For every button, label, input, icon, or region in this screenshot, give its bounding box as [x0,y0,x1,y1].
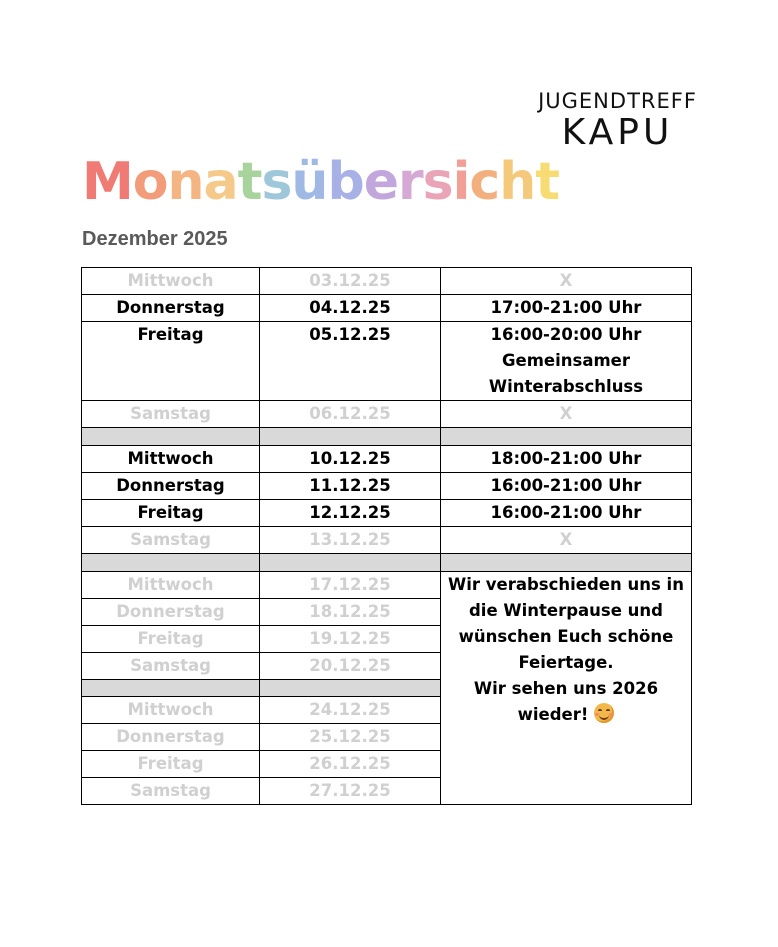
time-cell: X [441,401,692,428]
day-cell: Freitag [82,751,260,778]
time-cell: 16:00-21:00 Uhr [441,473,692,500]
title-letter: s [422,152,453,212]
note-line: Wir verabschieden uns in [448,575,684,594]
day-cell: Donnerstag [82,724,260,751]
event-line: Gemeinsamer [502,351,630,370]
date-cell: 13.12.25 [260,527,441,554]
date-cell: 12.12.25 [260,500,441,527]
smiling-face-icon [594,703,614,723]
logo-jugendtreff-kapu [515,88,720,152]
time-cell [441,322,692,401]
note-line: die Winterpause und [469,601,663,620]
day-cell: Donnerstag [82,599,260,626]
week-separator [82,428,692,446]
time-cell: 16:00-21:00 Uhr [441,500,692,527]
title-letter: t [535,152,560,212]
title-letter: c [469,152,500,212]
table-row [82,527,692,554]
time-line: 16:00-20:00 Uhr [490,325,642,344]
day-cell: Mittwoch [82,572,260,599]
title-letter: e [363,152,398,212]
title-letter: ü [291,152,328,212]
day-cell: Mittwoch [82,268,260,295]
date-cell: 05.12.25 [260,322,441,401]
table-row [82,500,692,527]
note-line: wünschen Euch schöne [458,627,674,646]
note-line: Feiertage. [518,653,614,672]
week-separator [82,554,692,572]
table-row [82,295,692,322]
date-cell: 19.12.25 [260,626,441,653]
date-cell: 24.12.25 [260,697,441,724]
day-cell: Mittwoch [82,697,260,724]
date-cell: 11.12.25 [260,473,441,500]
date-cell: 27.12.25 [260,778,441,805]
event-line: Winterabschluss [488,377,644,396]
month-heading: Dezember 2025 [82,228,228,250]
schedule-table [81,267,692,805]
note-line-last [441,702,691,728]
date-cell: 17.12.25 [260,572,441,599]
title-letter: n [167,152,204,212]
note-line: Wir sehen uns 2026 [473,679,659,698]
day-cell: Samstag [82,778,260,805]
date-cell: 18.12.25 [260,599,441,626]
title-letter: s [261,152,292,212]
date-cell: 04.12.25 [260,295,441,322]
logo-line-1: JUGENDTREFF [538,89,697,113]
date-cell: 03.12.25 [260,268,441,295]
page-title [82,150,559,214]
table-row [82,268,692,295]
note-line: wieder! [517,705,589,724]
logo-line-2: KAPU [561,112,674,153]
title-letter: t [237,152,262,212]
day-cell: Donnerstag [82,295,260,322]
day-cell: Mittwoch [82,446,260,473]
day-cell: Freitag [82,626,260,653]
date-cell: 10.12.25 [260,446,441,473]
day-cell: Samstag [82,653,260,680]
winter-break-note [441,572,692,805]
date-cell: 25.12.25 [260,724,441,751]
title-letter: i [452,152,470,212]
title-letter: M [82,152,133,212]
table-row [82,473,692,500]
time-cell: 17:00-21:00 Uhr [441,295,692,322]
time-cell: X [441,268,692,295]
title-letter: b [327,152,364,212]
date-cell: 06.12.25 [260,401,441,428]
table-row [82,446,692,473]
title-letter: o [132,152,168,212]
table-row [82,401,692,428]
date-cell: 26.12.25 [260,751,441,778]
title-letter: h [499,152,536,212]
time-cell: X [441,527,692,554]
day-cell: Freitag [82,322,260,401]
title-letter: a [203,152,238,212]
table-row [82,572,692,599]
day-cell: Samstag [82,527,260,554]
title-letter: r [397,152,423,212]
day-cell: Donnerstag [82,473,260,500]
table-row [82,322,692,401]
day-cell: Samstag [82,401,260,428]
date-cell: 20.12.25 [260,653,441,680]
day-cell: Freitag [82,500,260,527]
time-cell: 18:00-21:00 Uhr [441,446,692,473]
